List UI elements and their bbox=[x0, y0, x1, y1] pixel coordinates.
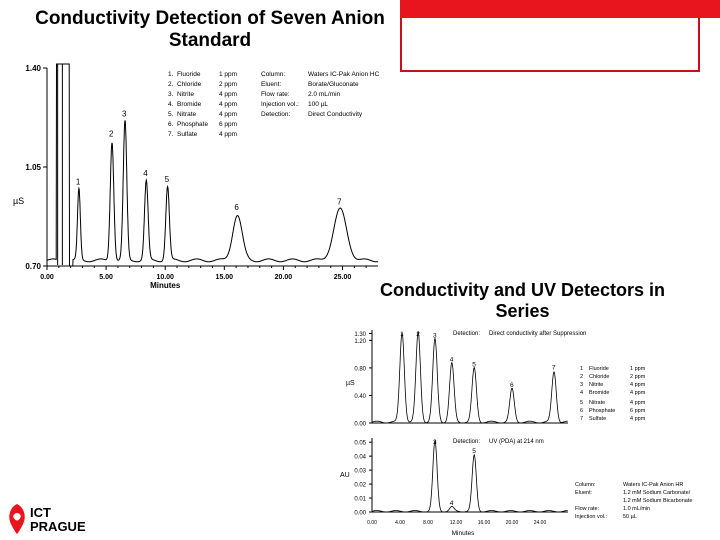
y-axis-label: AU bbox=[340, 472, 350, 479]
y-axis-label: µS bbox=[13, 195, 25, 206]
condition-value: Borate/Gluconate bbox=[308, 81, 359, 88]
condition-value: Direct Conductivity bbox=[308, 111, 363, 118]
peak-label: 2 bbox=[416, 331, 420, 338]
y-tick-label: 0.40 bbox=[354, 393, 366, 400]
analyte-name: Fluoride bbox=[177, 71, 201, 78]
peak-label: 7 bbox=[337, 197, 342, 207]
analyte-conc: 4 ppm bbox=[219, 91, 238, 98]
logo-line-2: PRAGUE bbox=[30, 518, 86, 534]
peak-label: 5 bbox=[472, 448, 476, 456]
condition-key: Column: bbox=[575, 482, 596, 488]
x-axis-label: Minutes bbox=[150, 281, 181, 290]
analyte-name: Sulfate bbox=[589, 416, 607, 422]
analyte-name: Nitrite bbox=[589, 382, 604, 388]
analyte-num: 4. bbox=[168, 101, 174, 108]
y-tick-label: 0.70 bbox=[25, 262, 41, 271]
peak-label: 4 bbox=[143, 169, 148, 179]
condition-key: Detection: bbox=[261, 111, 291, 118]
peak-label: 4 bbox=[449, 356, 454, 364]
y-tick-label: 0.00 bbox=[354, 421, 366, 428]
condition-key: Column: bbox=[261, 71, 286, 78]
x-tick-label: 15.00 bbox=[215, 274, 234, 281]
analyte-num: 2. bbox=[168, 81, 174, 88]
analyte-num: 2 bbox=[580, 374, 584, 380]
analyte-name: Chloride bbox=[177, 81, 202, 88]
analyte-conc: 1 ppm bbox=[630, 366, 646, 372]
analyte-num: 3. bbox=[168, 91, 174, 98]
peak-label: 4 bbox=[449, 499, 454, 507]
condition-key: Flow rate: bbox=[575, 506, 600, 512]
detection-value: Direct conductivity after Suppression bbox=[489, 331, 587, 337]
condition-key: Injection vol.: bbox=[261, 101, 299, 108]
peak-label: 3 bbox=[122, 109, 127, 119]
analyte-conc: 4 ppm bbox=[630, 416, 646, 422]
analyte-num: 5. bbox=[168, 111, 174, 118]
analyte-num: 7. bbox=[168, 131, 174, 138]
condition-value: 100 µL bbox=[308, 101, 329, 108]
analyte-num: 6 bbox=[580, 408, 584, 414]
analyte-name: Nitrate bbox=[589, 400, 606, 406]
analyte-num: 7 bbox=[580, 416, 584, 422]
condition-value: 2.0 mL/min bbox=[308, 91, 341, 98]
peak-label: 7 bbox=[552, 364, 556, 372]
peak-label: 5 bbox=[164, 174, 170, 184]
panel-trace bbox=[372, 441, 568, 512]
analyte-num: 1 bbox=[580, 366, 584, 372]
detection-value: UV (PDA) at 214 nm bbox=[489, 439, 544, 445]
analyte-name: Phosphate bbox=[589, 408, 616, 414]
y-tick-label: 1.20 bbox=[354, 338, 366, 345]
condition-value: Waters IC-Pak Anion HR bbox=[623, 482, 684, 488]
analyte-num: 5 bbox=[580, 400, 584, 406]
condition-value: 1.2 mM Sodium Bicarbonate bbox=[623, 498, 693, 504]
analyte-name: Nitrate bbox=[177, 111, 197, 118]
x-tick-label: 24.00 bbox=[533, 520, 547, 526]
analyte-conc: 2 ppm bbox=[219, 81, 238, 88]
analyte-conc: 1 ppm bbox=[219, 71, 238, 78]
x-tick-label: 5.00 bbox=[99, 274, 113, 281]
condition-value: 50 µL bbox=[623, 514, 637, 520]
x-axis-label: Minutes bbox=[451, 530, 475, 537]
x-tick-label: 20.00 bbox=[274, 274, 293, 281]
x-tick-label: 10.00 bbox=[156, 274, 174, 281]
condition-value: Waters IC-Pak Anion HC bbox=[308, 71, 380, 78]
y-tick-label: 0.01 bbox=[354, 496, 366, 503]
peak-label: 1 bbox=[400, 331, 404, 338]
analyte-name: Phosphate bbox=[177, 121, 209, 128]
peak-label: 6 bbox=[234, 203, 239, 213]
analyte-num: 3 bbox=[580, 382, 584, 388]
peak-label: 2 bbox=[109, 129, 114, 139]
analyte-conc: 4 ppm bbox=[219, 111, 238, 118]
y-tick-label: 0.00 bbox=[354, 510, 366, 517]
peak-label: 6 bbox=[510, 381, 514, 389]
condition-key: Injection vol.: bbox=[575, 514, 608, 520]
analyte-name: Fluoride bbox=[589, 366, 609, 372]
peak-label: 3 bbox=[433, 332, 437, 340]
x-tick-label: 12.00 bbox=[449, 520, 463, 526]
analyte-conc: 2 ppm bbox=[630, 374, 646, 380]
y-tick-label: 1.05 bbox=[25, 163, 41, 172]
peak-label: 1 bbox=[75, 177, 81, 187]
ict-prague-logo-icon bbox=[4, 502, 30, 536]
panel-trace bbox=[372, 332, 568, 423]
analyte-conc: 6 ppm bbox=[219, 121, 238, 128]
analyte-conc: 4 ppm bbox=[630, 400, 646, 406]
analyte-name: Sulfate bbox=[177, 131, 198, 138]
analyte-name: Bromide bbox=[177, 101, 202, 108]
x-tick-label: 4.00 bbox=[395, 520, 405, 526]
logo-text bbox=[30, 506, 86, 533]
peak-label: 3 bbox=[433, 439, 437, 446]
analyte-num: 1. bbox=[168, 71, 174, 78]
peak-label: 5 bbox=[472, 361, 476, 369]
detection-key: Detection: bbox=[453, 439, 481, 445]
analyte-conc: 4 ppm bbox=[630, 382, 646, 388]
slide-title-1: Conductivity Detection of Seven Anion Standard bbox=[35, 8, 385, 51]
slide-title-2: Conductivity and UV Detectors in Series bbox=[379, 280, 666, 321]
analyte-num: 4 bbox=[580, 390, 584, 396]
y-tick-label: 0.04 bbox=[354, 454, 366, 461]
y-tick-label: 0.03 bbox=[354, 468, 366, 475]
y-tick-label: 0.80 bbox=[354, 366, 366, 373]
condition-key: Flow rate: bbox=[261, 91, 290, 98]
analyte-num: 6. bbox=[168, 121, 174, 128]
analyte-name: Bromide bbox=[589, 390, 610, 396]
y-axis-label: µS bbox=[346, 380, 355, 387]
logo-line-1: ICT bbox=[30, 505, 51, 520]
condition-value: 1.2 mM Sodium Carbonate/ bbox=[623, 490, 691, 496]
x-tick-label: 8.00 bbox=[423, 520, 433, 526]
analyte-conc: 4 ppm bbox=[219, 131, 238, 138]
condition-key: Eluent: bbox=[261, 81, 282, 88]
detection-key: Detection: bbox=[453, 331, 481, 337]
x-tick-label: 0.00 bbox=[367, 520, 377, 526]
x-tick-label: 0.00 bbox=[40, 274, 54, 281]
analyte-conc: 6 ppm bbox=[630, 408, 646, 414]
y-tick-label: 0.02 bbox=[354, 482, 366, 489]
analyte-name: Nitrite bbox=[177, 91, 194, 98]
analyte-conc: 4 ppm bbox=[219, 101, 238, 108]
y-tick-label: 1.30 bbox=[354, 331, 366, 338]
condition-key: Eluent: bbox=[575, 490, 593, 496]
x-tick-label: 25.00 bbox=[333, 274, 352, 281]
x-tick-label: 16.00 bbox=[477, 520, 491, 526]
condition-value: 1.0 mL/min bbox=[623, 506, 651, 512]
analyte-name: Chloride bbox=[589, 374, 610, 380]
y-tick-label: 0.05 bbox=[354, 440, 366, 447]
x-tick-label: 20.00 bbox=[505, 520, 519, 526]
analyte-conc: 4 ppm bbox=[630, 390, 646, 396]
y-tick-label: 1.40 bbox=[25, 64, 41, 73]
